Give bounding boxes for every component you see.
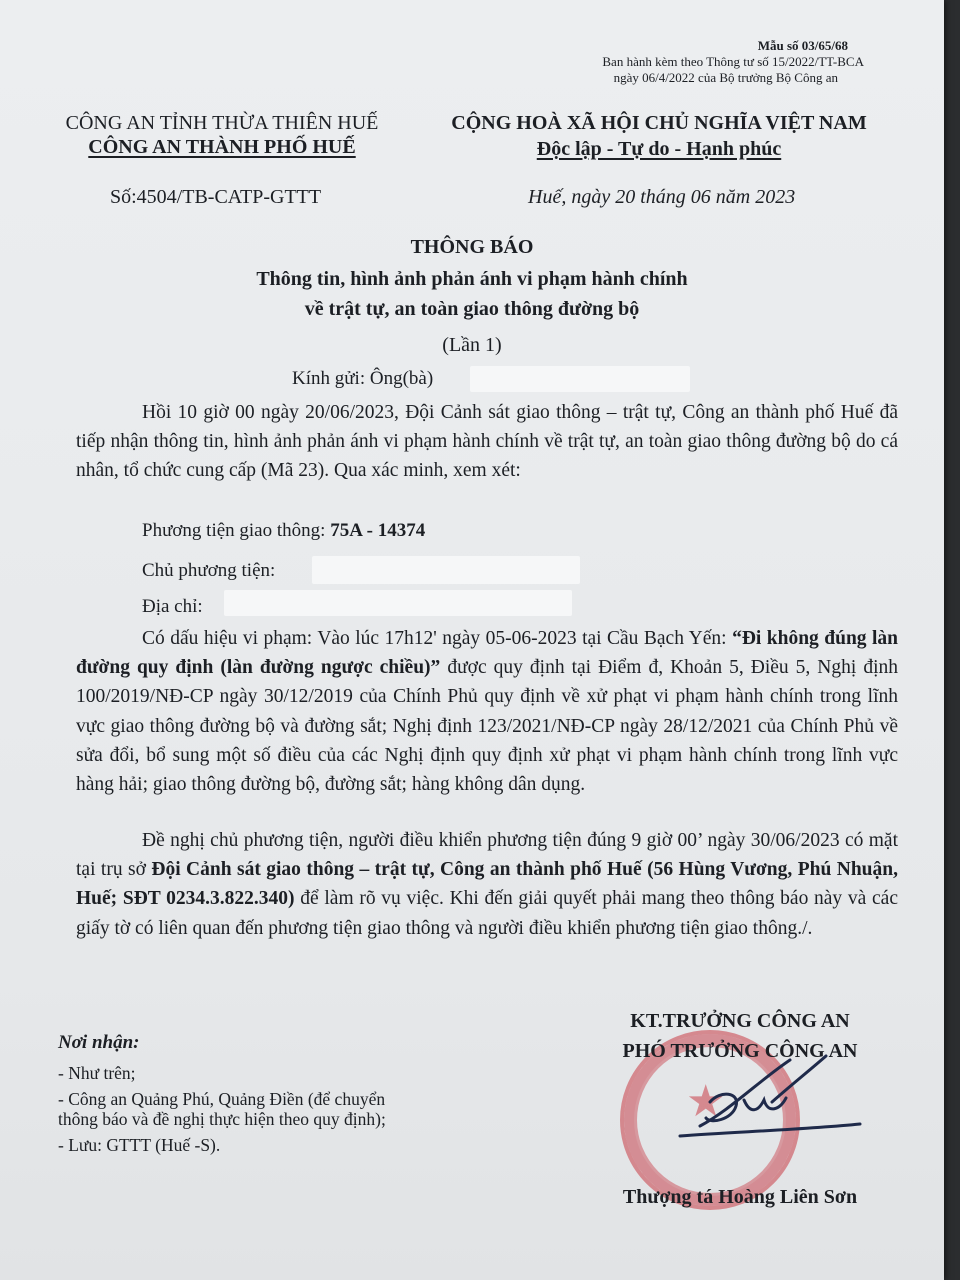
nation-motto bbox=[420, 136, 898, 162]
request-paragraph bbox=[76, 826, 898, 943]
form-issued-line1: Ban hành kèm theo Thông tư số 15/2022/TT-BCA bbox=[602, 54, 864, 69]
violation-offense: “Đi không đúng làn đường quy định (làn đường ngược chiều)” bbox=[76, 628, 899, 679]
nation-name: CỘNG HOÀ XÃ HỘI CHỦ NGHĨA VIỆT NAM bbox=[451, 112, 867, 134]
intro-paragraph bbox=[76, 398, 898, 486]
redacted-owner bbox=[312, 556, 580, 584]
violation-text bbox=[76, 624, 898, 799]
intro-text: Hồi 10 giờ 00 ngày 20/06/2023, Đội Cảnh sát giao thông – trật tự, Công an thành phố Huế đã tiếp nhận thông tin, hình ảnh phản ánh vi phạm hành chính về trật tự, an toàn giao thông đường bộ do cá nhân, tổ chức cung cấp (Mã 23). Qua xác minh, xem xét: bbox=[76, 402, 898, 482]
violation-lead: Có dấu hiệu vi phạm: Vào lúc 17h12' ngày 05-06-2023 tại Cầu Bạch Yến: bbox=[142, 628, 727, 649]
doc-number: Số:4504/TB-CATP-GTTT bbox=[110, 186, 322, 208]
signer-name: Thượng tá Hoàng Liên Sơn bbox=[622, 1186, 858, 1208]
form-issued-line2: ngày 06/4/2022 của Bộ trưởng Bộ Công an bbox=[613, 70, 838, 85]
recipient-item: thông báo và đề nghị thực hiện theo quy định); bbox=[58, 1109, 386, 1129]
star-icon: ★ bbox=[686, 1077, 726, 1126]
address-label: Địa chỉ: bbox=[142, 596, 203, 617]
vehicle-label: Phương tiện giao thông: bbox=[142, 520, 326, 541]
recipients-heading: Nơi nhận: bbox=[58, 1032, 140, 1053]
vehicle-row bbox=[142, 516, 425, 545]
recipient-item: - Lưu: GTTT (Huế -S). bbox=[58, 1135, 221, 1155]
signature-title-2: PHÓ TRƯỞNG CÔNG AN bbox=[622, 1040, 858, 1062]
recipient-item: - Công an Quảng Phú, Quảng Điền (để chuyển bbox=[58, 1089, 386, 1109]
agency-parent: CÔNG AN TỈNH THỪA THIÊN HUẾ bbox=[65, 112, 379, 134]
form-code: Mẫu số 03/65/68 bbox=[757, 38, 848, 53]
owner-label: Chủ phương tiện: bbox=[142, 560, 276, 581]
signature-title-1: KT.TRƯỞNG CÔNG AN bbox=[630, 1010, 850, 1032]
request-part1: Đề nghị chủ phương tiện, người điều khiển phương tiện đúng 9 giờ 00’ ngày 30/06/2023 có mặt tại trụ sở bbox=[76, 830, 898, 881]
doc-subtitle-2: về trật tự, an toàn giao thông đường bộ bbox=[304, 298, 640, 320]
vehicle-plate: 75A - 14374 bbox=[330, 520, 426, 541]
addressee-label: Kính gửi: Ông(bà) bbox=[292, 368, 434, 389]
redacted-address bbox=[224, 590, 572, 616]
redacted-addressee bbox=[470, 366, 690, 392]
request-part2: để làm rõ vụ việc. Khi đến giải quyết phải mang theo thông báo này và các giấy tờ có liên quan đến phương tiện giao thông và người điều khiển phương tiện giao thông./. bbox=[76, 888, 898, 939]
violation-rest: được quy định tại Điểm đ, Khoản 5, Điều 5, Nghị định 100/2019/NĐ-CP ngày 30/12/2019 của Chính Phủ quy định về xử phạt vi phạm hành chính trong lĩnh vực giao thông đường bộ và đường sắt; Nghị định 123/2021/NĐ-CP ngày 28/12/2021 của Chính Phủ về sửa đổi, bổ sung một số điều của các Nghị định quy định xử phạt vi phạm hành chính trong lĩnh vực hàng hải; giao thông đường bộ, đường sắt; hàng không dân dụng. bbox=[76, 657, 898, 796]
agency-name bbox=[40, 134, 404, 160]
recipient-item: - Như trên; bbox=[58, 1063, 136, 1083]
nation-motto-text: Độc lập - Tự do - Hạnh phúc bbox=[536, 138, 782, 160]
violation-paragraph bbox=[76, 624, 898, 799]
request-text bbox=[76, 826, 898, 943]
request-bold: Đội Cảnh sát giao thông – trật tự, Công an thành phố Huế (56 Hùng Vương, Phú Nhuận, Huế; SĐT 0234.3.822.340) bbox=[76, 859, 898, 910]
place-date: Huế, ngày 20 tháng 06 năm 2023 bbox=[528, 186, 796, 208]
doc-title: THÔNG BÁO bbox=[410, 236, 534, 258]
agency-name-text: CÔNG AN THÀNH PHỐ HUẾ bbox=[88, 136, 356, 158]
doc-round: (Lần 1) bbox=[442, 334, 502, 356]
doc-subtitle-1: Thông tin, hình ảnh phản ánh vi phạm hành chính bbox=[256, 268, 688, 290]
handwritten-signature bbox=[640, 1040, 900, 1160]
